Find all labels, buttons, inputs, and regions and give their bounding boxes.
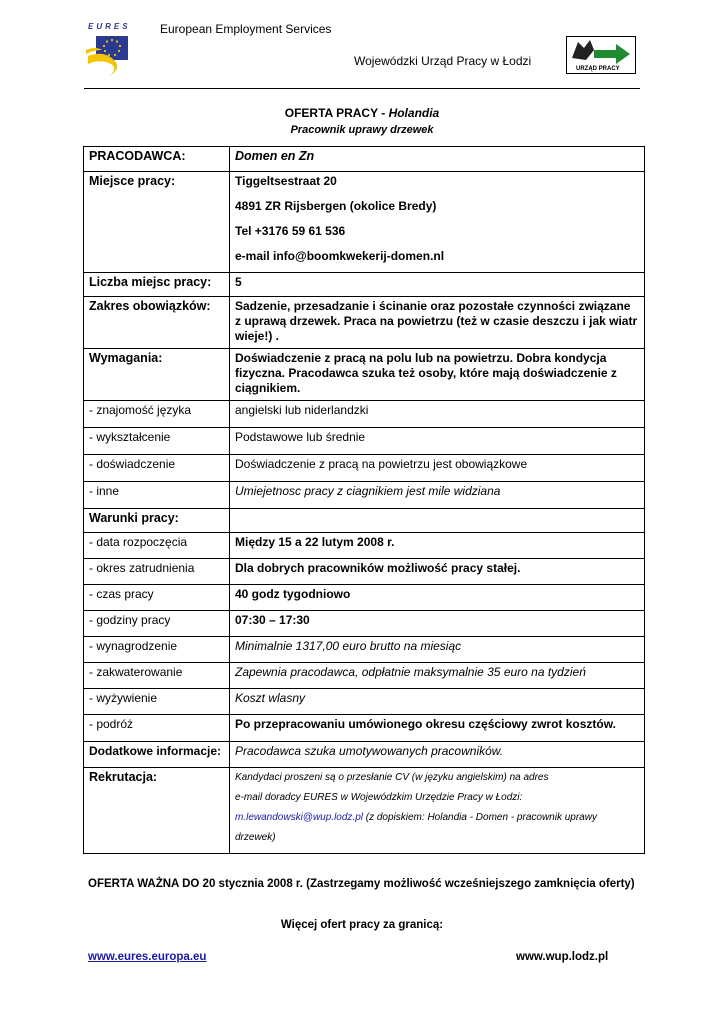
recruitment-line-2: e-mail doradcy EURES w Wojewódzkim Urzędzie Pracy w Łodzi: (235, 792, 523, 803)
cond-salary-value: Minimalnie 1317,00 euro brutto na miesiąc (230, 637, 645, 663)
recruitment-row (84, 768, 645, 854)
offer-valid-until: OFERTA WAŻNA DO 20 stycznia 2008 r. (Zastrzegamy możliwość wcześniejszego zamknięcia oferty) (88, 878, 635, 890)
cond-hours-label: - godziny pracy (84, 611, 230, 637)
conditions-label: Warunki pracy: (84, 509, 230, 533)
req-experience-row (84, 455, 645, 482)
more-offers-heading: Więcej ofert pracy za granicą: (280, 919, 444, 931)
req-language-label: - znajomość języka (84, 401, 230, 428)
advisor-email-link[interactable]: m.lewandowski@wup.lodz.pl (235, 812, 363, 823)
org-name-top: European Employment Services (160, 22, 332, 36)
cond-hours-week-row (84, 585, 645, 611)
cond-travel-row (84, 715, 645, 742)
cond-hours-week-value: 40 godz tygodniowo (230, 585, 645, 611)
urzad-pracy-logo-text: URZĄD PRACY (576, 66, 620, 72)
req-education-row (84, 428, 645, 455)
cond-travel-label: - podróż (84, 715, 230, 742)
employer-value: Domen en Zn (230, 147, 645, 172)
recruitment-note: (z dopiskiem: Holandia - Domen - pracownik uprawy (362, 812, 597, 823)
cond-salary-row (84, 637, 645, 663)
cond-hours-week-label: - czas pracy (84, 585, 230, 611)
location-row (84, 172, 645, 273)
requirements-label: Wymagania: (84, 349, 230, 401)
duties-value: Sadzenie, przesadzanie i ścinanie oraz pozostałe czynności związane z uprawą drzewek. Praca na powietrzu (też w czasie deszczu i jak wiatr wieje!) . (230, 297, 645, 349)
location-label: Miejsce pracy: (84, 172, 230, 273)
cond-food-value: Koszt wlasny (230, 689, 645, 715)
positions-label: Liczba miejsc pracy: (84, 273, 230, 297)
org-name-right: Wojewódzki Urząd Pracy w Łodzi (354, 54, 532, 68)
cond-start-value: Między 15 a 22 lutym 2008 r. (230, 533, 645, 559)
recruitment-line-4: drzewek) (235, 832, 276, 843)
phone: Tel +3176 59 61 536 (235, 224, 346, 238)
conditions-row (84, 509, 645, 533)
address-street: Tiggeltsestraat 20 (235, 174, 337, 188)
cond-food-label: - wyżywienie (84, 689, 230, 715)
cond-period-label: - okres zatrudnienia (84, 559, 230, 585)
additional-label: Dodatkowe informacje: (84, 742, 230, 768)
eures-website-link[interactable]: www.eures.europa.eu (88, 951, 207, 963)
duties-row (84, 297, 645, 349)
requirements-value: Doświadczenie z pracą na polu lub na powietrzu. Dobra kondycja fizyczna. Pracodawca szuka też osoby, które mają doświadczenie z ciągnikiem. (230, 349, 645, 401)
req-experience-value: Doświadczenie z pracą na powietrzu jest obowiązkowe (230, 455, 645, 482)
cond-start-label: - data rozpoczęcia (84, 533, 230, 559)
offer-title-prefix: OFERTA PRACY - (284, 106, 386, 120)
recruitment-label: Rekrutacja: (84, 768, 230, 854)
req-language-value: angielski lub niderlandzki (230, 401, 645, 428)
requirements-row (84, 349, 645, 401)
cond-period-row (84, 559, 645, 585)
additional-row (84, 742, 645, 768)
cond-start-row (84, 533, 645, 559)
employer-row (84, 147, 645, 172)
positions-row (84, 273, 645, 297)
cond-food-row (84, 689, 645, 715)
cond-salary-label: - wynagrodzenie (84, 637, 230, 663)
req-other-label: - inne (84, 482, 230, 509)
employer-email: e-mail info@boomkwekerij-domen.nl (235, 249, 445, 263)
offer-country: Holandia (388, 106, 440, 120)
cond-hours-value: 07:30 – 17:30 (230, 611, 645, 637)
address-city: 4891 ZR Rijsbergen (okolice Bredy) (235, 199, 437, 213)
offer-subtitle: Pracownik uprawy drzewek (290, 124, 434, 136)
req-language-row (84, 401, 645, 428)
recruitment-line-3 (235, 810, 639, 825)
cond-accommodation-label: - zakwaterowanie (84, 663, 230, 689)
req-other-value: Umiejetnosc pracy z ciagnikiem jest mile widziana (230, 482, 645, 509)
additional-value: Pracodawca szuka umotywowanych pracowników. (230, 742, 645, 768)
duties-label: Zakres obowiązków: (84, 297, 230, 349)
cond-period-value: Dla dobrych pracowników możliwość pracy stałej. (230, 559, 645, 585)
recruitment-line-1: Kandydaci proszeni są o przesłanie CV (w języku angielskim) na adres (235, 772, 549, 783)
employer-label: PRACODAWCA: (84, 147, 230, 172)
wup-website-link[interactable]: www.wup.lodz.pl (516, 951, 609, 963)
req-other-row (84, 482, 645, 509)
req-experience-label: - doświadczenie (84, 455, 230, 482)
req-education-label: - wykształcenie (84, 428, 230, 455)
recruitment-value (230, 768, 645, 854)
eures-wordmark: EURES (88, 22, 131, 31)
cond-accommodation-row (84, 663, 645, 689)
req-education-value: Podstawowe lub średnie (230, 428, 645, 455)
offer-table (83, 146, 645, 854)
cond-travel-value: Po przepracowaniu umówionego okresu częściowy zwrot kosztów. (230, 715, 645, 742)
urzad-pracy-logo (566, 36, 636, 74)
cond-accommodation-value: Zapewnia pracodawca, odpłatnie maksymalnie 35 euro na tydzień (230, 663, 645, 689)
location-value (230, 172, 645, 273)
cond-hours-row (84, 611, 645, 637)
header-divider (84, 88, 640, 89)
conditions-value (230, 509, 645, 533)
positions-value: 5 (230, 273, 645, 297)
offer-title (0, 106, 724, 120)
